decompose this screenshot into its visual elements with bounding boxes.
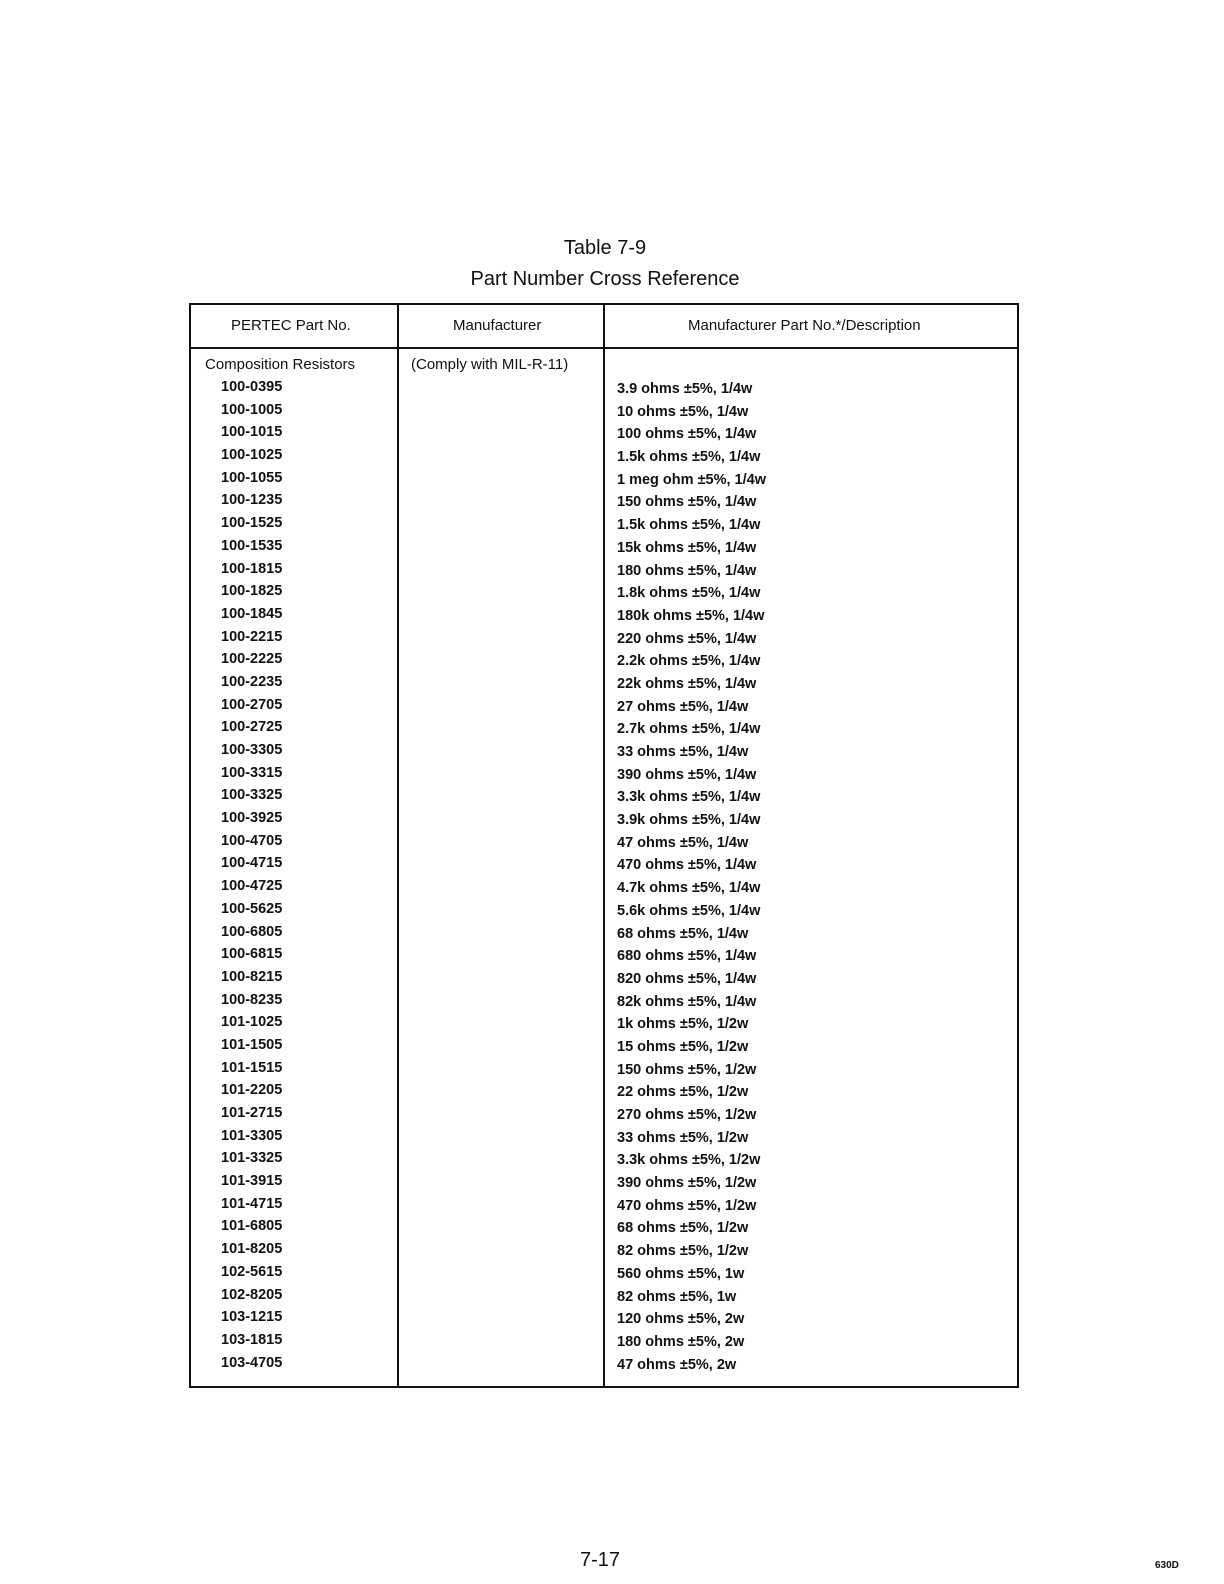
table-row: [191, 402, 1017, 425]
part-description: 1.5k ohms ±5%, 1/4w: [617, 517, 761, 534]
part-description: 180 ohms ±5%, 1/4w: [617, 562, 757, 579]
part-number: 100-1005: [221, 401, 283, 418]
part-description: 3.3k ohms ±5%, 1/2w: [617, 1152, 761, 1169]
part-description: 470 ohms ±5%, 1/2w: [617, 1197, 757, 1214]
part-number: 101-1515: [221, 1059, 283, 1076]
part-description: 1.8k ohms ±5%, 1/4w: [617, 585, 761, 602]
part-description: 82 ohms ±5%, 1w: [617, 1288, 737, 1305]
header-divider: [191, 347, 1017, 349]
part-number: 100-2705: [221, 696, 283, 713]
part-number: 100-0395: [221, 379, 283, 395]
part-description: 3.9 ohms ±5%, 1/4w: [617, 381, 753, 397]
part-number: 101-2205: [221, 1082, 283, 1099]
header-mfr-part-desc: Manufacturer Part No.*/Description: [688, 317, 921, 334]
part-description: 220 ohms ±5%, 1/4w: [617, 630, 757, 647]
table-row: [191, 1218, 1017, 1241]
part-description: 47 ohms ±5%, 1/4w: [617, 834, 749, 851]
part-number: 102-8205: [221, 1286, 283, 1303]
table-row: [191, 1014, 1017, 1037]
table-row: [191, 583, 1017, 606]
part-description: 10 ohms ±5%, 1/4w: [617, 403, 749, 420]
part-description: 390 ohms ±5%, 1/4w: [617, 766, 757, 783]
part-number: 100-2235: [221, 673, 283, 690]
table-row: [191, 492, 1017, 515]
part-description: 15 ohms ±5%, 1/2w: [617, 1038, 749, 1055]
part-description: 150 ohms ±5%, 1/2w: [617, 1061, 757, 1078]
part-description: 1.5k ohms ±5%, 1/4w: [617, 449, 761, 466]
table-row: [191, 515, 1017, 538]
doc-code: 630D: [1155, 1560, 1179, 1571]
table-row: [191, 992, 1017, 1015]
part-description: 270 ohms ±5%, 1/2w: [617, 1107, 757, 1123]
part-number: 100-8215: [221, 968, 283, 985]
table-row: [191, 1264, 1017, 1287]
part-number: 100-1025: [221, 447, 283, 464]
part-description: 3.3k ohms ±5%, 1/4w: [617, 789, 761, 806]
part-number: 101-4715: [221, 1195, 283, 1212]
part-description: 22 ohms ±5%, 1/2w: [617, 1084, 749, 1101]
part-number: 100-6815: [221, 946, 283, 963]
table-row: [191, 1082, 1017, 1105]
part-description: 150 ohms ±5%, 1/4w: [617, 494, 757, 511]
cross-reference-table: [189, 303, 1019, 1388]
table-row: [191, 561, 1017, 584]
table-row: [191, 1128, 1017, 1151]
part-number: 100-2225: [221, 651, 283, 668]
table-row: [191, 1060, 1017, 1083]
table-row: [191, 742, 1017, 765]
table-row: [191, 651, 1017, 674]
table-row: [191, 538, 1017, 561]
part-description: 470 ohms ±5%, 1/4w: [617, 857, 757, 874]
part-description: 82 ohms ±5%, 1/2w: [617, 1243, 749, 1260]
table-row: [191, 1287, 1017, 1310]
part-number: 100-2725: [221, 719, 283, 736]
part-description: 27 ohms ±5%, 1/4w: [617, 698, 749, 715]
part-number: 100-1815: [221, 560, 283, 577]
table-title: Part Number Cross Reference: [470, 268, 740, 290]
part-number: 100-1015: [221, 424, 283, 441]
group-manufacturer-note: (Comply with MIL-R-11): [411, 356, 569, 373]
table-row: [191, 1332, 1017, 1355]
part-description: 3.9k ohms ±5%, 1/4w: [617, 812, 761, 829]
part-description: 680 ohms ±5%, 1/4w: [617, 948, 757, 965]
part-description: 100 ohms ±5%, 1/4w: [617, 426, 757, 443]
part-number: 100-4715: [221, 855, 283, 872]
table-body: [191, 379, 1017, 1377]
part-description: 180 ohms ±5%, 2w: [617, 1333, 745, 1350]
part-description: 82k ohms ±5%, 1/4w: [617, 993, 757, 1010]
part-description: 4.7k ohms ±5%, 1/4w: [617, 880, 761, 897]
part-description: 1k ohms ±5%, 1/2w: [617, 1016, 749, 1033]
page-number: 7-17: [579, 1549, 621, 1571]
table-row: [191, 697, 1017, 720]
part-number: 100-1525: [221, 515, 283, 532]
part-number: 100-3305: [221, 742, 283, 758]
part-number: 100-4705: [221, 832, 283, 849]
part-description: 820 ohms ±5%, 1/4w: [617, 970, 757, 987]
part-number: 101-3325: [221, 1150, 283, 1167]
part-number: 100-4725: [221, 878, 283, 895]
part-description: 390 ohms ±5%, 1/2w: [617, 1175, 757, 1192]
part-number: 100-1845: [221, 605, 283, 622]
table-row: [191, 470, 1017, 493]
part-description: 2.7k ohms ±5%, 1/4w: [617, 721, 761, 738]
part-description: 33 ohms ±5%, 1/4w: [617, 744, 749, 760]
part-number: 100-1535: [221, 537, 283, 554]
table-row: [191, 833, 1017, 856]
part-description: 33 ohms ±5%, 1/2w: [617, 1129, 749, 1146]
part-number: 100-5625: [221, 900, 283, 917]
part-number: 101-1025: [221, 1014, 283, 1031]
part-number: 100-3325: [221, 787, 283, 804]
table-row: [191, 1196, 1017, 1219]
table-row: [191, 1355, 1017, 1378]
part-description: 47 ohms ±5%, 2w: [617, 1356, 737, 1373]
table-row: [191, 1105, 1017, 1128]
part-number: 101-1505: [221, 1036, 283, 1053]
table-row: [191, 424, 1017, 447]
part-description: 560 ohms ±5%, 1w: [617, 1265, 745, 1282]
table-row: [191, 629, 1017, 652]
part-number: 101-8205: [221, 1241, 283, 1258]
part-number: 101-2715: [221, 1105, 283, 1121]
part-description: 22k ohms ±5%, 1/4w: [617, 675, 757, 692]
table-row: [191, 946, 1017, 969]
table-row: [191, 855, 1017, 878]
part-number: 100-1055: [221, 469, 283, 486]
part-number: 101-3915: [221, 1173, 283, 1190]
table-row: [191, 901, 1017, 924]
table-row: [191, 969, 1017, 992]
part-description: 180k ohms ±5%, 1/4w: [617, 607, 765, 624]
part-number: 100-8235: [221, 991, 283, 1008]
part-number: 103-1815: [221, 1331, 283, 1348]
table-row: [191, 674, 1017, 697]
table-row: [191, 1037, 1017, 1060]
part-number: 101-6805: [221, 1218, 283, 1235]
part-description: 15k ohms ±5%, 1/4w: [617, 539, 757, 556]
header-part-no: PERTEC Part No.: [231, 317, 351, 334]
part-description: 68 ohms ±5%, 1/4w: [617, 925, 749, 942]
table-row: [191, 810, 1017, 833]
table-row: [191, 787, 1017, 810]
table-row: [191, 1173, 1017, 1196]
table-row: [191, 1241, 1017, 1264]
table-row: [191, 447, 1017, 470]
part-description: 5.6k ohms ±5%, 1/4w: [617, 902, 761, 919]
part-number: 100-1825: [221, 583, 283, 600]
part-description: 120 ohms ±5%, 2w: [617, 1311, 745, 1328]
header-manufacturer: Manufacturer: [453, 317, 542, 334]
table-row: [191, 719, 1017, 742]
part-number: 102-5615: [221, 1263, 283, 1280]
part-number: 101-3305: [221, 1127, 283, 1144]
table-row: [191, 606, 1017, 629]
table-row: [191, 878, 1017, 901]
table-number: Table 7-9: [563, 237, 647, 259]
table-row: [191, 379, 1017, 402]
part-number: 103-4705: [221, 1354, 283, 1371]
table-row: [191, 765, 1017, 788]
table-row: [191, 1309, 1017, 1332]
table-row: [191, 1150, 1017, 1173]
table-row: [191, 924, 1017, 947]
part-description: 68 ohms ±5%, 1/2w: [617, 1220, 749, 1237]
part-number: 100-6805: [221, 923, 283, 940]
part-number: 100-1235: [221, 492, 283, 509]
part-number: 100-3315: [221, 764, 283, 781]
group-name: Composition Resistors: [205, 356, 356, 373]
part-description: 2.2k ohms ±5%, 1/4w: [617, 653, 761, 670]
part-description: 1 meg ohm ±5%, 1/4w: [617, 471, 766, 488]
part-number: 103-1215: [221, 1309, 283, 1326]
part-number: 100-3925: [221, 810, 283, 827]
part-number: 100-2215: [221, 628, 283, 645]
